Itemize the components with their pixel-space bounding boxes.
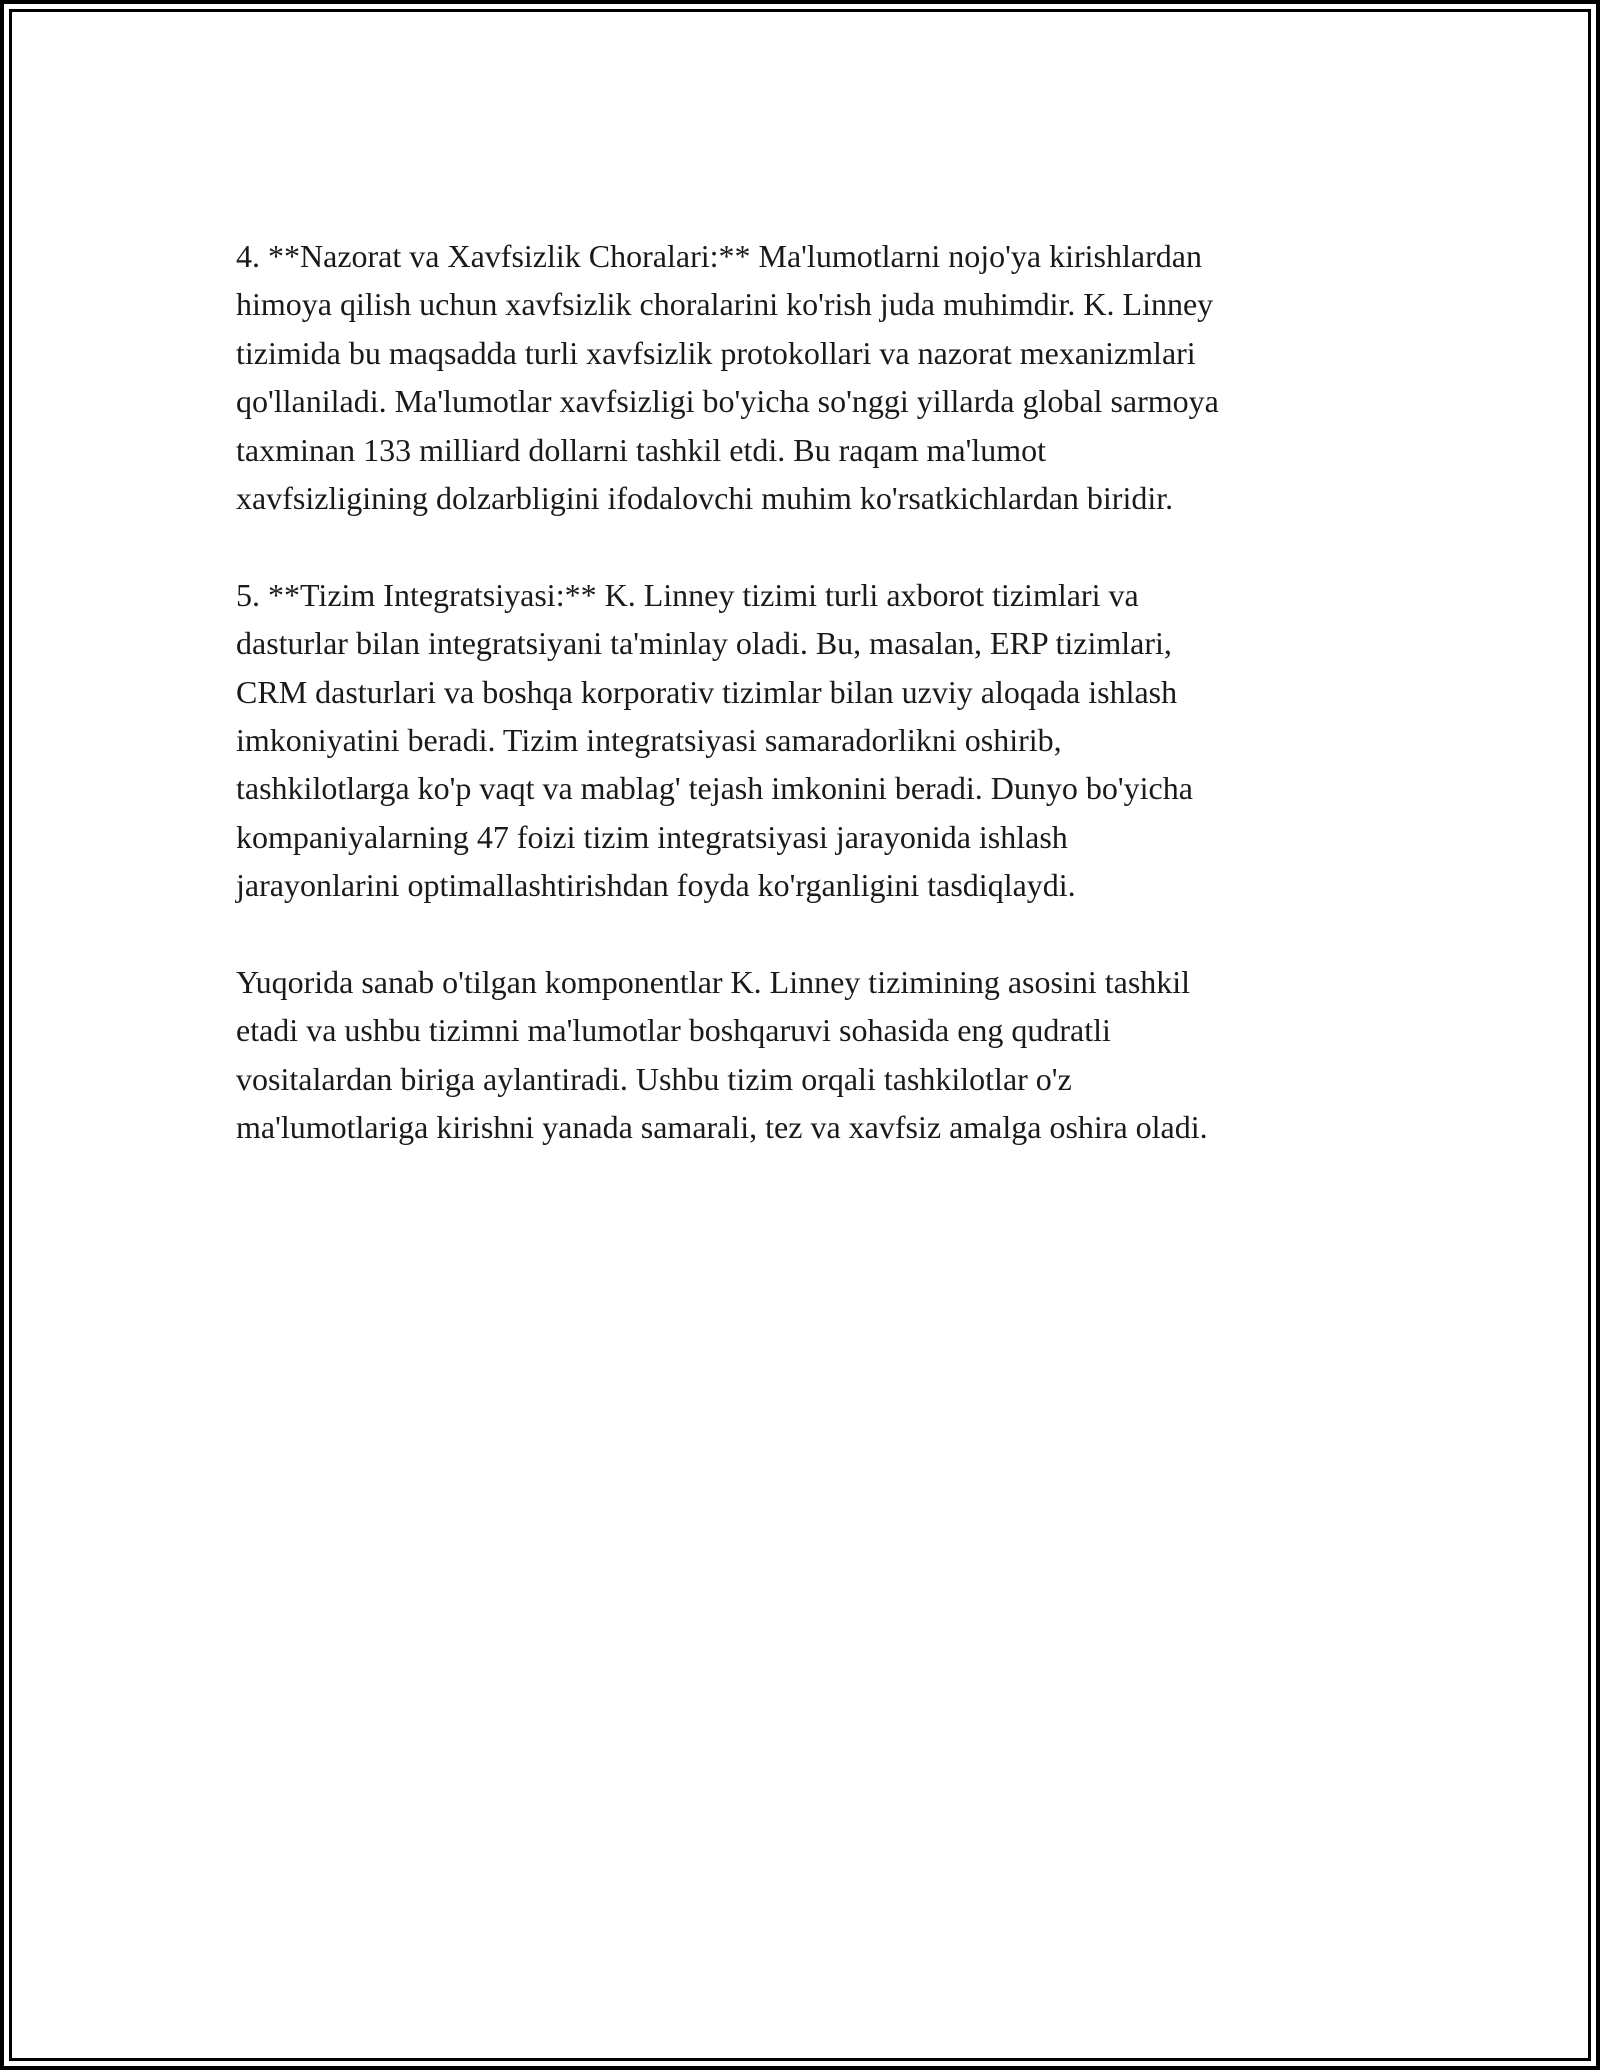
text-line: himoya qilish uchun xavfsizlik choralarini ko'rish juda muhimdir. K. Linney xyxy=(236,286,1214,323)
text-line: taxminan 133 milliard dollarni tashkil etdi. Bu raqam ma'lumot xyxy=(236,431,1047,468)
text-line: jarayonlarini optimallashtirishdan foyda ko'rganligini tasdiqlaydi. xyxy=(236,867,1076,904)
text-line: 4. **Nazorat va Xavfsizlik Choralari:** Ma'lumotlarni nojo'ya kirishlardan xyxy=(236,238,1202,274)
text-line: tashkilotlarga ko'p vaqt va mablag' tejash imkonini beradi. Dunyo bo'yicha xyxy=(236,770,1193,807)
text-line: qo'llaniladi. Ma'lumotlar xavfsizligi bo'yicha so'nggi yillarda global sarmoya xyxy=(236,383,1219,420)
text-line: kompaniyalarning 47 foizi tizim integratsiyasi jarayonida ishlash xyxy=(236,818,1068,855)
text-line: etadi va ushbu tizimni ma'lumotlar boshqaruvi sohasida eng qudratli xyxy=(236,1012,1111,1049)
document-body xyxy=(236,232,1376,1152)
text-line: Yuqorida sanab o'tilgan komponentlar K. Linney tizimining asosini tashkil xyxy=(236,964,1191,1001)
text-line: xavfsizligining dolzarbligini ifodalovchi muhim ko'rsatkichlardan biridir. xyxy=(236,480,1174,517)
text-line: tizimida bu maqsadda turli xavfsizlik protokollari va nazorat mexanizmlari xyxy=(236,334,1196,371)
paragraph-system-integration xyxy=(236,571,1376,910)
text-line: dasturlar bilan integratsiyani ta'minlay oladi. Bu, masalan, ERP tizimlari, xyxy=(236,625,1172,662)
text-line: ma'lumotlariga kirishni yanada samarali, tez va xavfsiz amalga oshira oladi. xyxy=(236,1109,1208,1146)
text-line: vositalardan biriga aylantiradi. Ushbu tizim orqali tashkilotlar o'z xyxy=(236,1060,1072,1097)
text-line: CRM dasturlari va boshqa korporativ tizimlar bilan uzviy aloqada ishlash xyxy=(236,673,1178,710)
text-line: 5. **Tizim Integratsiyasi:** K. Linney tizimi turli axborot tizimlari va xyxy=(236,576,1139,613)
paragraph-conclusion xyxy=(236,958,1376,1152)
paragraph-security-measures xyxy=(236,232,1376,522)
text-line: imkoniyatini beradi. Tizim integratsiyasi samaradorlikni oshirib, xyxy=(236,722,1062,759)
